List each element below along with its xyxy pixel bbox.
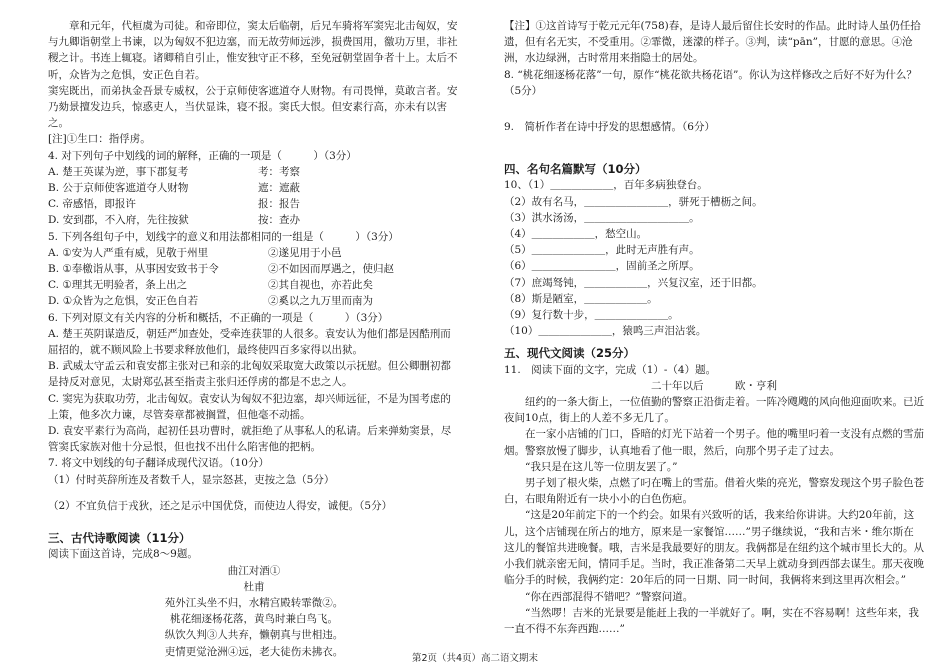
question-6-stem: 6. 下列对原文有关内容的分析和概括，不正确的一项是（ ）（3分） xyxy=(48,311,389,324)
option-text-2: ②遂见用于小邑 xyxy=(268,246,342,259)
story-author: 欧・亨利 xyxy=(735,379,777,392)
poem-note: 【注】①这首诗写于乾元元年(758)春，是诗人最后留住长安时的作品。此时诗人虽仍任拾遗，但有名无实，不受重用。②霏微，迷濛的样子。③判，读“pān”，甘愿的意思。④沧洲，水边绿洲，古时常用来指隐士的居处。 xyxy=(504,20,921,65)
option-gloss: 报：报告 xyxy=(258,198,300,211)
question-9: 9. 简析作者在诗中抒发的思想感情。（6分） xyxy=(504,121,715,134)
option-text: C. ①理其无明验者，条上出之 xyxy=(48,279,188,292)
section-4-title: 四、名句名篇默写（10分） xyxy=(504,162,647,177)
option-row xyxy=(48,212,460,228)
story-heading xyxy=(504,378,924,394)
translation-item: （2）不宜负信于戎狄，还之足示中国优贷，而使边人得安，诚便。（5分） xyxy=(48,499,393,512)
question-4-stem: 4. 对下列句子中划线的词的解释，正确的一项是（ ）（3分） xyxy=(48,149,357,162)
option-paragraph: B. 武威太守孟云和袁安都主张对已和亲的北匈奴采取宽大政策以示抚慰。但公卿删初都是持反对意见，太尉郑弘甚至指责主张归还俘虏的都是不忠之人。 xyxy=(48,360,451,389)
option-row xyxy=(48,245,460,261)
recitation-item: （7）庶竭驽钝，＿＿＿＿＿＿，兴复汉室，还于旧都。 xyxy=(504,276,763,289)
poem-line: 纵饮久判③人共弃，懒朝真与世相违。 xyxy=(164,629,344,642)
option-text: B. ①奉檄诣从事，从事因安致书于令 xyxy=(48,263,219,276)
option-row xyxy=(48,180,460,196)
option-row xyxy=(48,293,460,309)
option-text-2: ②奚以之九万里而南为 xyxy=(268,295,373,308)
question-8: 8. “桃花细逐杨花落”一句，原作“桃花欲共杨花语”。你认为这样修改之后好不好为什么？（5分） xyxy=(504,68,917,97)
poem-line: 桃花细逐杨花落，黄鸟时兼白鸟飞。 xyxy=(170,613,338,626)
story-title: 二十年以后 xyxy=(651,379,704,392)
recitation-item: （6）＿＿＿＿＿＿＿＿，固前圣之所厚。 xyxy=(504,260,700,273)
option-row xyxy=(48,196,460,212)
question-7-stem: 7. 将文中划线的句子翻译成现代汉语。（10分） xyxy=(48,457,269,470)
option-text: C. 帝感悟，即报许 xyxy=(48,198,136,211)
page-footer: 第2页（共4页）高二语文期末 xyxy=(411,653,539,664)
option-text: A. 楚王英谋为逆，事下郡复考 xyxy=(48,165,189,178)
section-5-title: 五、现代文阅读（25分） xyxy=(504,346,636,361)
recitation-item: （2）故有名马，＿＿＿＿＿＿＿＿，骈死于槽枥之间。 xyxy=(504,195,763,208)
annotation-note: [注]①生口：指俘虏。 xyxy=(48,133,151,146)
option-row xyxy=(48,277,460,293)
passage-paragraph: 窦宪既出，而弟执金吾景专威权，公于京师使客遮道夺人财物。有司畏惮，莫敢言者。安乃劾景擅发边兵，惊惑吏人，当伏显诛，寝不报。窦氏大恨。但安素行高，亦未有以害之。 xyxy=(48,84,458,130)
option-text: D. ①众皆为之危惧，安正色自若 xyxy=(48,295,199,308)
story-paragraph: 男子划了根火柴，点燃了叼在嘴上的雪茄。借着火柴的亮光，警察发现这个男子脸色苍白，右眼角附近有一块小小的白色伤疤。 xyxy=(504,477,924,506)
option-text: D. 安到郡，不入府，先往按狱 xyxy=(48,214,189,227)
recitation-item: （9）复行数十步，＿＿＿＿＿＿＿。 xyxy=(504,309,679,322)
story-paragraph: 纽约的一条大街上，一位值勤的警察正沿街走着。一阵冷飕飕的风向他迎面吹来。已近夜间10点，街上的人差不多无几了。 xyxy=(504,396,924,425)
option-gloss: 按：查办 xyxy=(258,214,300,227)
option-text: B. 公于京师使客遮道夺人财物 xyxy=(48,182,189,195)
option-paragraph: A. 楚王英阴谋造反，朝廷严加查处，受牵连获罪的人很多。袁安认为他们都是因酷刑而屈招的，就不顾风险上书要求释放他们，最终使四百多家得以出狱。 xyxy=(48,327,451,357)
option-row xyxy=(48,261,460,277)
option-gloss: 考：考察 xyxy=(258,165,300,178)
story-paragraph: “你在西部混得不错吧？”警察问道。 xyxy=(525,590,694,603)
recitation-item: 10、（1）＿＿＿＿＿＿，百年多病独登台。 xyxy=(504,179,708,192)
translation-item: （1）付时英辞所连及者数千人，显宗怒甚，吏按之急（5分） xyxy=(48,473,335,486)
option-paragraph: D. 袁安平素行为高尚，起初任县功曹时，就拒绝了从事私人的私请。后来弹劾窦景，尽管窦氏家族对他十分忌恨，但也找不出什么陷害他的把柄。 xyxy=(48,425,452,454)
right-column xyxy=(504,18,924,637)
story-paragraph: “这是20年前定下的一个约会。如果有兴致听的话，我来给你讲讲。大约20年前，这儿，这个店铺现在所占的地方，原来是一家餐馆……”男子继续说，“我和吉米・维尔斯在这儿的餐馆共进晚餐。哦，吉米是我最要好的朋友。我俩都是在纽约这个城市里长大的。从小我们就亲密无间，情同手足。当时，我正准备第二天早上就动身到西部去谋生。那天夜晚临分手的时候，我俩约定：20年后的同一日期、同一时间，我俩将来到这里再次相会。” xyxy=(504,509,924,587)
option-paragraph: C. 窦宪为获取功劳，北击匈奴。袁安认为匈奴不犯边塞，却兴师远征，不是为国考虑的上策，他多次力谏，尽管奏章都被搁置，但他毫不动摇。 xyxy=(48,392,451,421)
question-5-stem: 5. 下列各组句子中，划线字的意义和用法都相同的一组是（ ）（3分） xyxy=(48,230,399,243)
poem-author: 杜甫 xyxy=(243,580,265,593)
section-3-title: 三、古代诗歌阅读（11分） xyxy=(48,531,191,546)
section-3-intro: 阅读下面这首诗，完成8～9题。 xyxy=(48,548,198,561)
poem-line: 吏情更觉沧洲④远，老大徒伤未拂衣。 xyxy=(164,645,344,658)
poem-title: 曲江对酒① xyxy=(227,564,281,577)
story-body xyxy=(504,394,924,637)
recitation-item: （4）＿＿＿＿＿＿，愁空山。 xyxy=(504,228,648,241)
poem-line: 苑外江头坐不归，水精宫殿转霏微②。 xyxy=(164,596,344,609)
passage-paragraph: 章和元年，代桓虞为司徒。和帝即位，窦太后临朝，后兄车骑将军窦宪北击匈奴，安与九卿诣朝堂上书谏，以为匈奴不犯边塞，而无故劳师远涉，损费国用，徼功万里，非社稷之计。书连上辄寝。诸卿稍自引止，惟安独守正不移，至免冠朝堂固争者十上。太后不听，众皆为之危惧，安正色自若。 xyxy=(48,20,458,81)
question-11-stem: 11. 阅读下面的文字，完成（1）-（4）题。 xyxy=(504,363,717,376)
option-row xyxy=(48,164,460,180)
recitation-item: （10）＿＿＿＿＿＿＿，猿鸣三声泪沾裳。 xyxy=(504,325,707,338)
story-paragraph: “当然啰！吉米的光景要是能赶上我的一半就好了。啊，实在不容易啊！这些年来，我一直不得不东奔西跑……” xyxy=(504,606,919,635)
recitation-item: （8）斯是陋室，＿＿＿＿＿＿。 xyxy=(504,292,658,305)
left-column xyxy=(48,18,460,660)
option-text: A. ①安为人严重有威，见敬于州里 xyxy=(48,246,209,259)
option-text-2: ②不如因而厚遇之，使归赵 xyxy=(268,263,394,276)
story-paragraph: 在一家小店铺的门口，昏暗的灯光下站着一个男子。他的嘴里叼着一支没有点燃的雪茄烟。警察放慢了脚步，认真地看了他一眼，然后，向那个男子走了过去。 xyxy=(504,428,924,457)
option-gloss: 遮：遮蔽 xyxy=(258,182,300,195)
recitation-item: （5）＿＿＿＿＿＿＿，此时无声胜有声。 xyxy=(504,244,700,257)
recitation-item: （3）淇水汤汤，＿＿＿＿＿＿＿＿＿＿。 xyxy=(504,211,700,224)
story-paragraph: “我只是在这儿等一位朋友罢了。” xyxy=(525,460,678,473)
option-text-2: ②其自视也，亦若此矣 xyxy=(268,279,373,292)
